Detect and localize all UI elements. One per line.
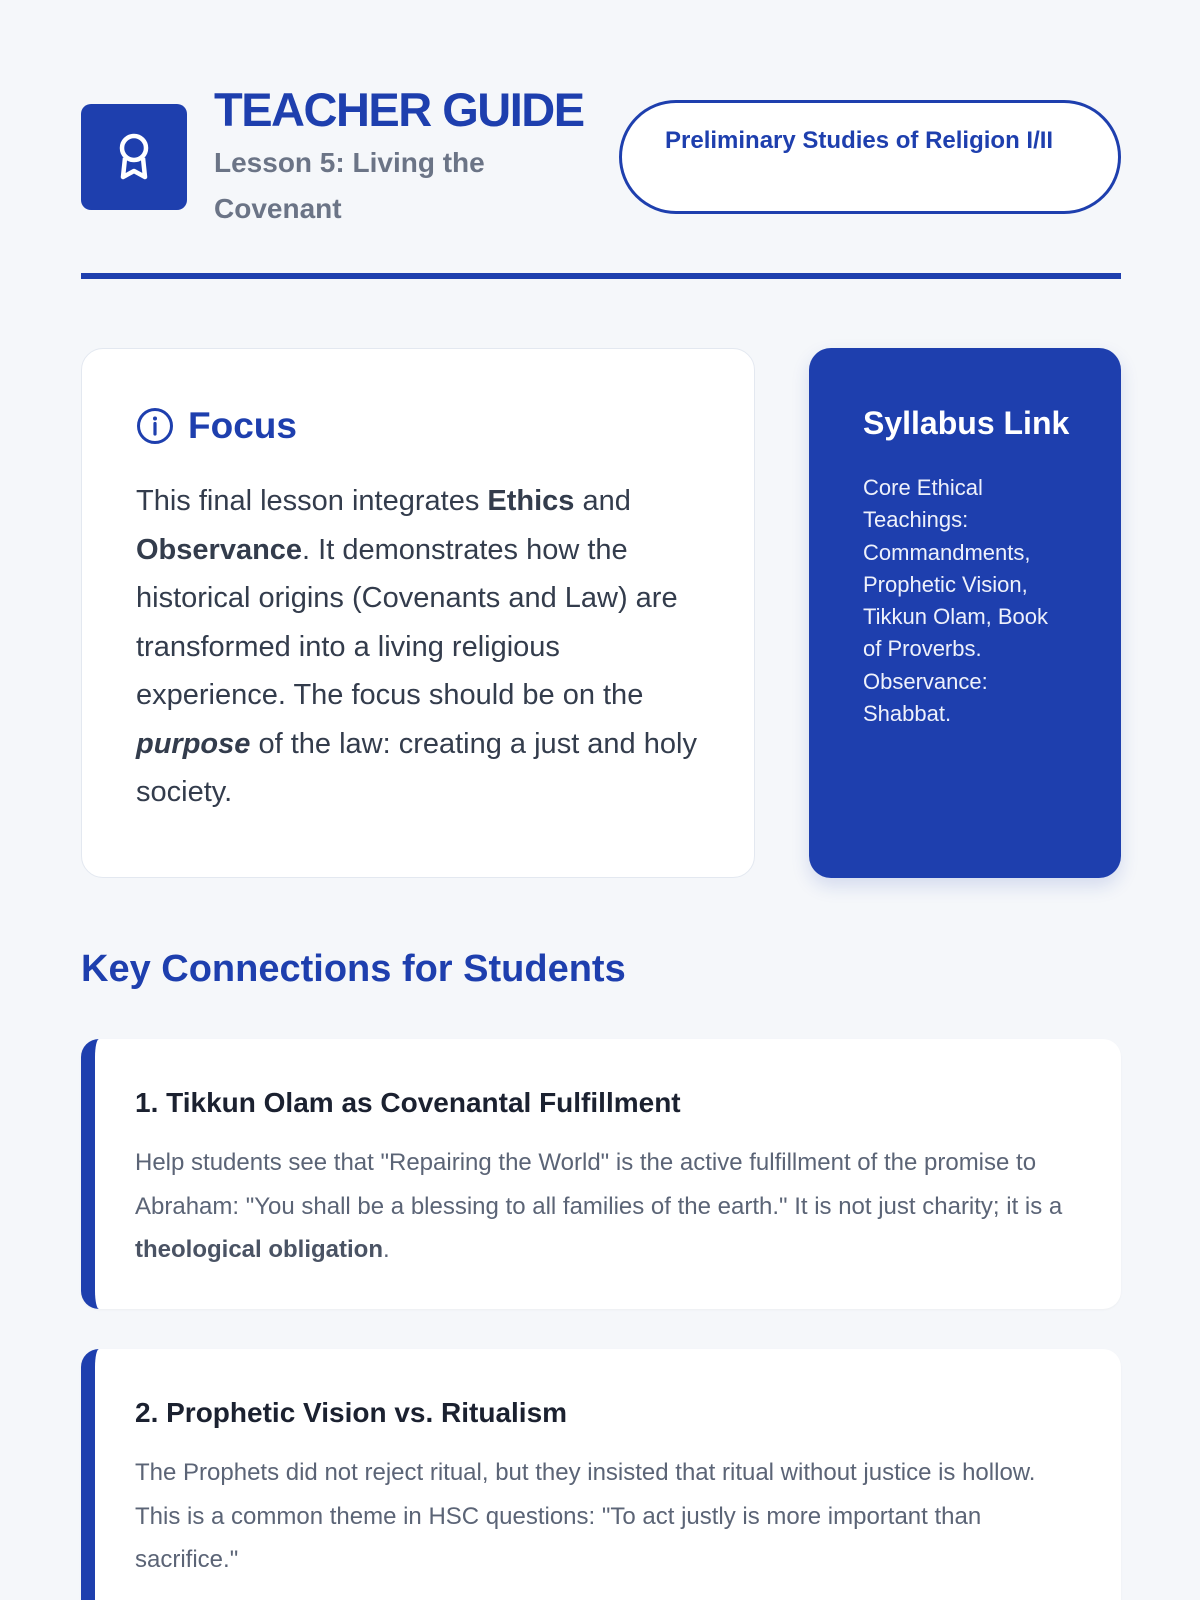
header-divider — [81, 273, 1121, 279]
connection-text: The Prophets did not reject ritual, but they insisted that ritual without justice is hollow. This is a common theme in HSC questions: "To act justly is more important than sacrifice." — [135, 1459, 1036, 1573]
connection-text: Help students see that "Repairing the World" is the active fulfillment of the promise to Abraham: "You shall be a blessing to all families of the earth." It is not just charity; it is a theological obligation. — [135, 1149, 1063, 1263]
page-title: TEACHER GUIDE — [214, 83, 584, 136]
focus-card — [81, 348, 755, 878]
lesson-subtitle: Lesson 5: Living the Covenant — [214, 147, 485, 224]
logo-badge — [81, 104, 187, 210]
course-badge: Preliminary Studies of Religion I/II — [619, 100, 1121, 214]
info-icon — [136, 407, 174, 445]
connection-card-2 — [81, 1349, 1121, 1600]
connection-card-1 — [81, 1039, 1121, 1309]
syllabus-title: Syllabus Link — [863, 405, 1070, 441]
header — [81, 82, 1121, 232]
focus-bold-ethics: Ethics — [487, 485, 575, 517]
title-block — [214, 82, 614, 232]
connection-title: 2. Prophetic Vision vs. Ritualism — [135, 1397, 568, 1428]
focus-bold-observance: Observance — [136, 533, 303, 566]
award-ribbon-icon — [112, 131, 156, 183]
syllabus-link-card — [809, 348, 1121, 878]
focus-emphasis-purpose: purpose — [136, 727, 251, 760]
key-connections-heading: Key Connections for Students — [81, 948, 626, 990]
connection-bold: theological obligation — [135, 1236, 383, 1263]
syllabus-text: Core Ethical Teachings: Commandments, Prophetic Vision, Tikkun Olam, Book of Proverbs. Observance: Shabbat. — [863, 475, 1049, 727]
connection-title: 1. Tikkun Olam as Covenantal Fulfillment — [135, 1087, 681, 1118]
focus-header — [136, 401, 700, 451]
focus-text: This final lesson integrates Ethics and Observance. It demonstrates how the historical origins (Covenants and Law) are transformed into a living religious experience. The focus should be on the purpose of the law: creating a just and holy society. — [136, 485, 697, 808]
focus-title: Focus — [188, 405, 297, 446]
